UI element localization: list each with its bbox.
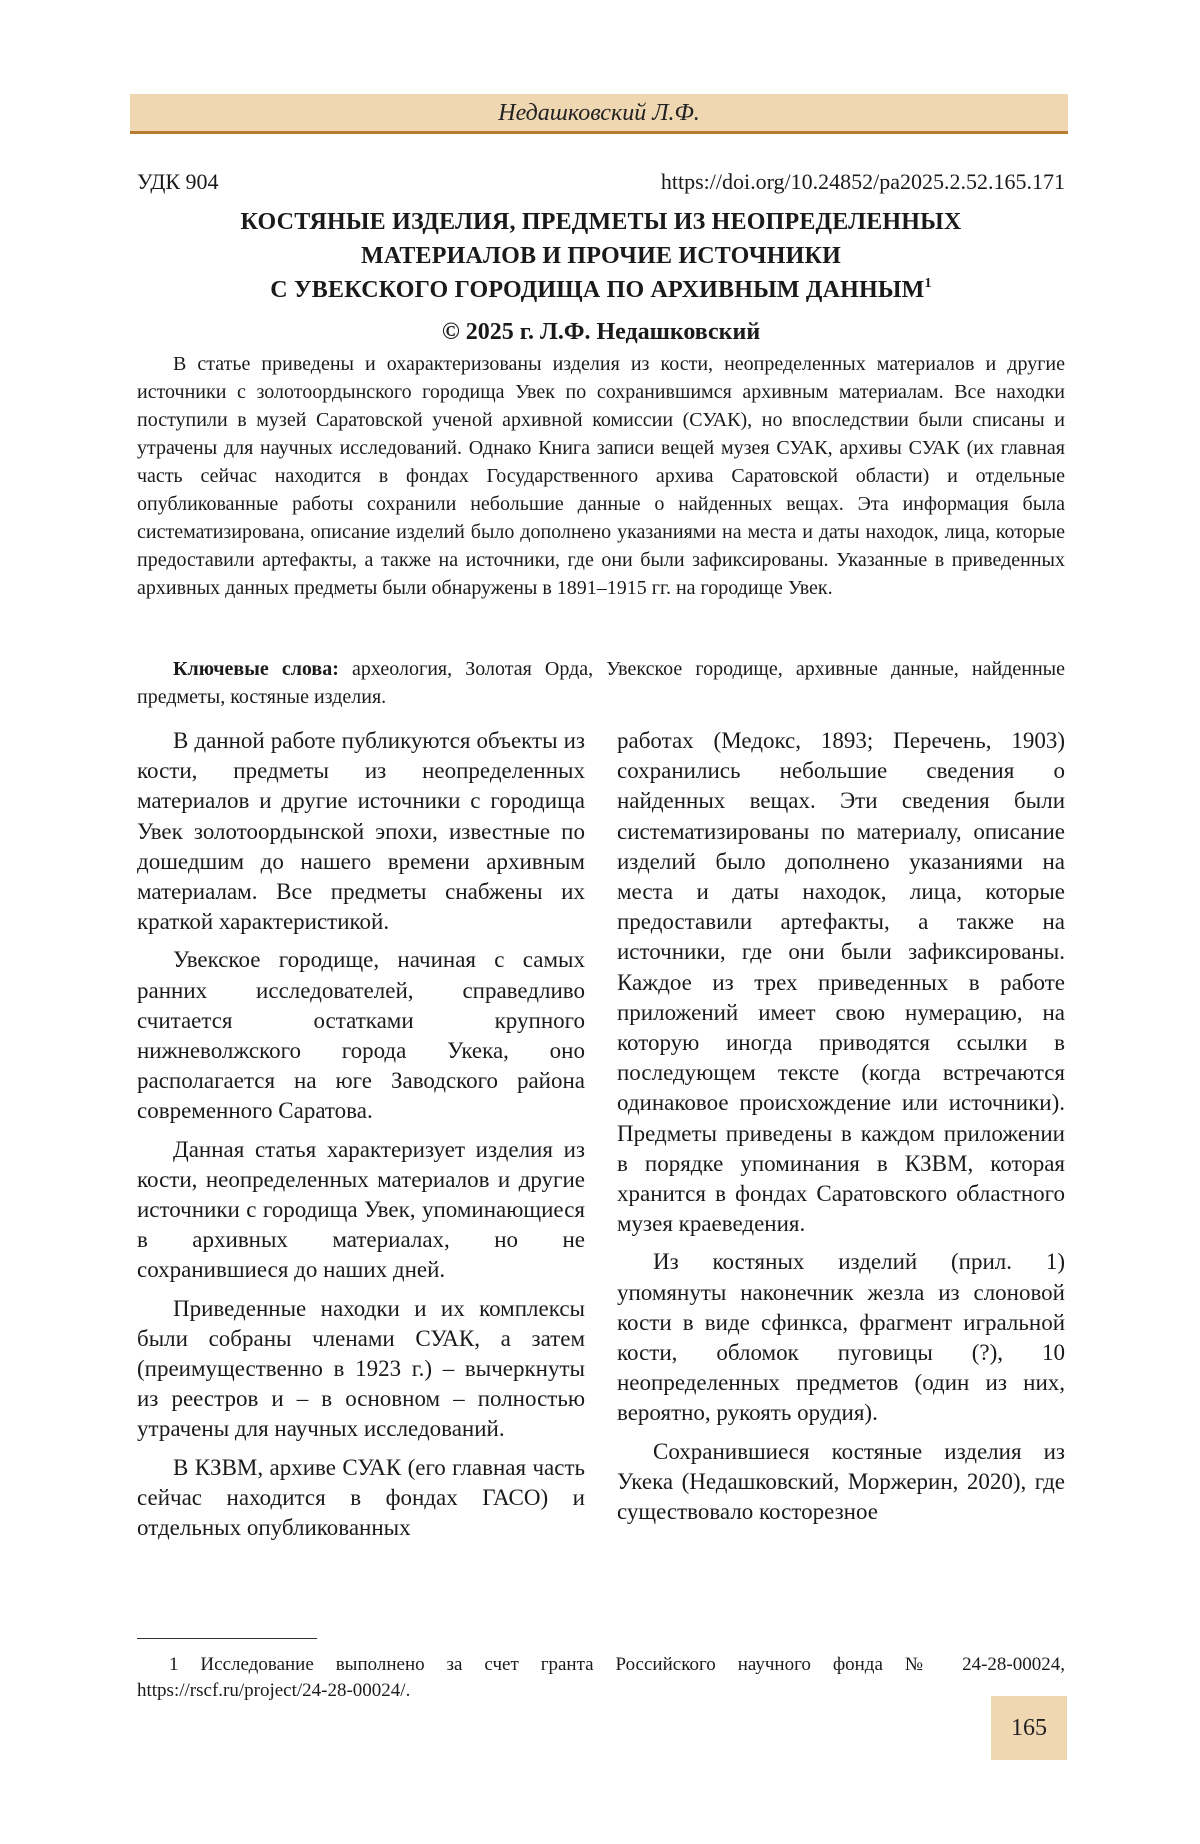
page-number: 165 [991, 1696, 1067, 1760]
keywords-label: Ключевые слова: [173, 658, 339, 680]
body-paragraph: Приведенные находки и их комплексы были собраны членами СУАК, а затем (преимущественно в 1923 г.) – вычеркнуты из реестров и – в основном – полностью утрачены для научных исследований. [137, 1295, 585, 1442]
title-line-3-text: С УВЕКСКОГО ГОРОДИЩА ПО АРХИВНЫМ ДАННЫМ [270, 277, 925, 303]
udk-code: УДК 904 [137, 169, 219, 194]
body-paragraph: работах (Медокс, 1893; Перечень, 1903) сохранились небольшие сведения о найденных вещах. Эти сведения были систематизированы по материалу, описание изделий было дополнено указаниями на места и даты находок, лица, которые предоставили артефакты, а также на источники, где они были зафиксированы. Каждое из трех приведенных в работе приложений имеет свою нумерацию, на которую иногда приводятся ссылки в последующем тексте (когда встречаются одинаковое происхождение или источники). Предметы приведены в каждом приложении в порядке упоминания в КЗВМ, которая хранится в фондах Саратовского областного музея краеведения. [617, 728, 1065, 1237]
article-title [137, 205, 1065, 307]
title-footnote-mark[interactable]: 1 [924, 276, 932, 291]
title-line-2: МАТЕРИАЛОВ И ПРОЧИЕ ИСТОЧНИКИ [361, 243, 841, 269]
keywords [137, 655, 1065, 711]
body-paragraph: В данной работе публикуются объекты из кости, предметы из неопределенных материалов и другие источники с городища Увек золотоордынской эпохи, известные по дошедшим до нашего времени архивным материалам. Все предметы снабжены их краткой характеристикой. [137, 728, 585, 935]
abstract-text: В статье приведены и охарактеризованы изделия из кости, неопределенных материалов и другие источники с золотоордынского городища Увек по сохранившимся архивным материалам. Все находки поступили в музей Саратовской ученой архивной комиссии (СУАК), но впоследствии были списаны и утрачены для научных исследований. Однако Книга записи вещей музея СУАК, архивы СУАК (их главная часть сейчас находится в фондах Государственного архива Саратовской области) и отдельные опубликованные работы сохранили небольшие данные о найденных вещах. Эта информация была систематизирована, описание изделий было дополнено указаниями на места и даты находок, лица, которые предоставили артефакты, а также на источники, где они были зафиксированы. Указанные в приведенных архивных данных предметы были обнаружены в 1891–1915 гг. на городище Увек. [137, 353, 1065, 599]
body-paragraph: Увекское городище, начиная с самых ранних исследователей, справедливо считается остатками крупного нижневолжского города Укека, оно располагается на юге Заводского района современного Саратова. [137, 947, 585, 1124]
doi-link[interactable]: https://doi.org/10.24852/pa2025.2.52.165.171 [660, 169, 1065, 194]
footnote-divider [137, 1638, 317, 1639]
keywords-paragraph [137, 655, 1065, 711]
author-line: © 2025 г. Л.Ф. Недашковский [441, 319, 761, 345]
body-column-left [137, 726, 585, 1551]
running-head: Недашковский Л.Ф. [130, 94, 1068, 134]
abstract [137, 350, 1065, 602]
body-column-right [617, 726, 1065, 1535]
body-paragraph: Данная статья характеризует изделия из кости, неопределенных материалов и другие источники с городища Увек, упоминающиеся в архивных материалах, но не сохранившиеся до наших дней. [137, 1136, 585, 1283]
footnote [137, 1652, 1065, 1704]
title-line-1: КОСТЯНЫЕ ИЗДЕЛИЯ, ПРЕДМЕТЫ ИЗ НЕОПРЕДЕЛЕННЫХ [240, 209, 962, 235]
title-line-3 [137, 273, 1065, 307]
body-paragraph: Из костяных изделий (прил. 1) упомянуты наконечник жезла из слоновой кости в виде сфинкса, фрагмент игральной кости, обломок пуговицы (?), 10 неопределенных предметов (один из них, вероятно, рукоять орудия). [617, 1249, 1065, 1426]
body-paragraph: Сохранившиеся костяные изделия из Укека (Недашковский, Моржерин, 2020), где существовало косторезное [617, 1438, 1065, 1525]
body-paragraph: В КЗВМ, архиве СУАК (его главная часть сейчас находится в фондах ГАСО) и отдельных опубликованных [137, 1454, 585, 1541]
footnote-text: 1 Исследование выполнено за счет гранта Российского научного фонда № 24-28-00024, https://rscf.ru/project/24-28-00024/. [137, 1654, 1065, 1701]
keywords-text: археология, Золотая Орда, Увекское городище, архивные данные, найденные предметы, костяные изделия. [137, 658, 1065, 708]
